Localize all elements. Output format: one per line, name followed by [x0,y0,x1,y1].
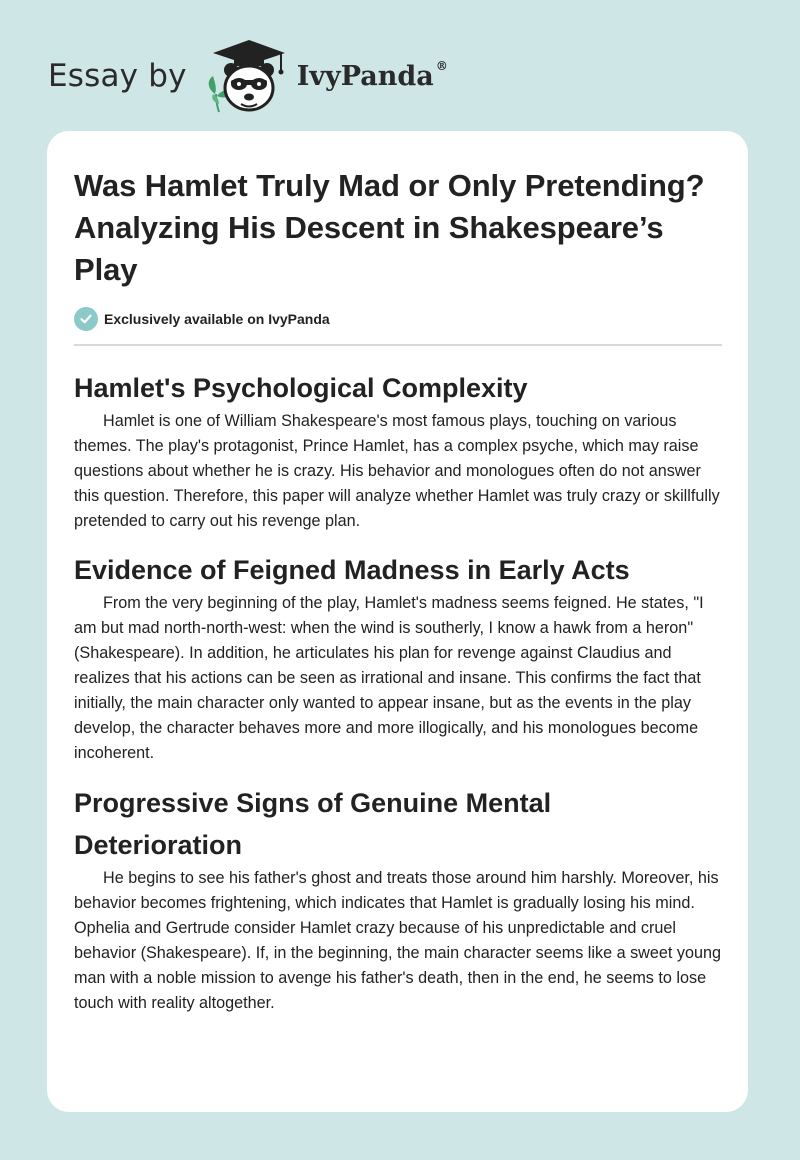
essay-card [47,131,748,1112]
exclusive-label: Exclusively available on IvyPanda [104,311,330,327]
section-heading: Evidence of Feigned Madness in Early Acts [74,555,630,585]
brand-name-text: IvyPanda [296,60,434,92]
essay-title: Was Hamlet Truly Mad or Only Pretending? Analyzing His Descent in Shakespeare’s Play [74,168,705,287]
section-heading: Hamlet's Psychological Complexity [74,373,528,403]
panda-logo-icon [201,36,293,116]
section-paragraph: From the very beginning of the play, Hamlet's madness seems feigned. He states, "I am but mad north-north-west: when the wind is southerly, I know a hawk from a heron" (Shakespeare). In addition, he articulates his plan for revenge against Claudius and realizes that his actions can be seen as irrational and insane. This confirms the fact that initially, the main character only wanted to appear insane, but as the events in the play develop, the character behaves more and more illogically, and his monologues become incoherent. [74,594,704,762]
exclusive-badge [74,307,722,346]
registered-mark: ® [435,58,448,73]
check-circle-icon [74,307,98,331]
section-paragraph: He begins to see his father's ghost and treats those around him harshly. Moreover, his behavior becomes frightening, which indicates that Hamlet is gradually losing his mind. Ophelia and Gertrude consider Hamlet crazy because of his unpredictable and cruel behavior (Shakespeare). If, in the beginning, the main character seems like a sweet young man with a noble mission to avenge his father's death, then in the end, he seems to lose touch with reality altogether. [74,869,721,1012]
essay-by-label: Essay by [48,58,187,94]
brand-name [296,58,448,92]
section-paragraph: Hamlet is one of William Shakespeare's most famous plays, touching on various themes. The play's protagonist, Prince Hamlet, has a complex psyche, which may raise questions about whether he is crazy. His behavior and monologues often do not answer this question. Therefore, this paper will analyze whether Hamlet was truly crazy or skillfully pretended to carry out his revenge plan. [74,412,720,530]
site-header [48,36,448,116]
section-heading: Progressive Signs of Genuine Mental Deterioration [74,788,552,860]
